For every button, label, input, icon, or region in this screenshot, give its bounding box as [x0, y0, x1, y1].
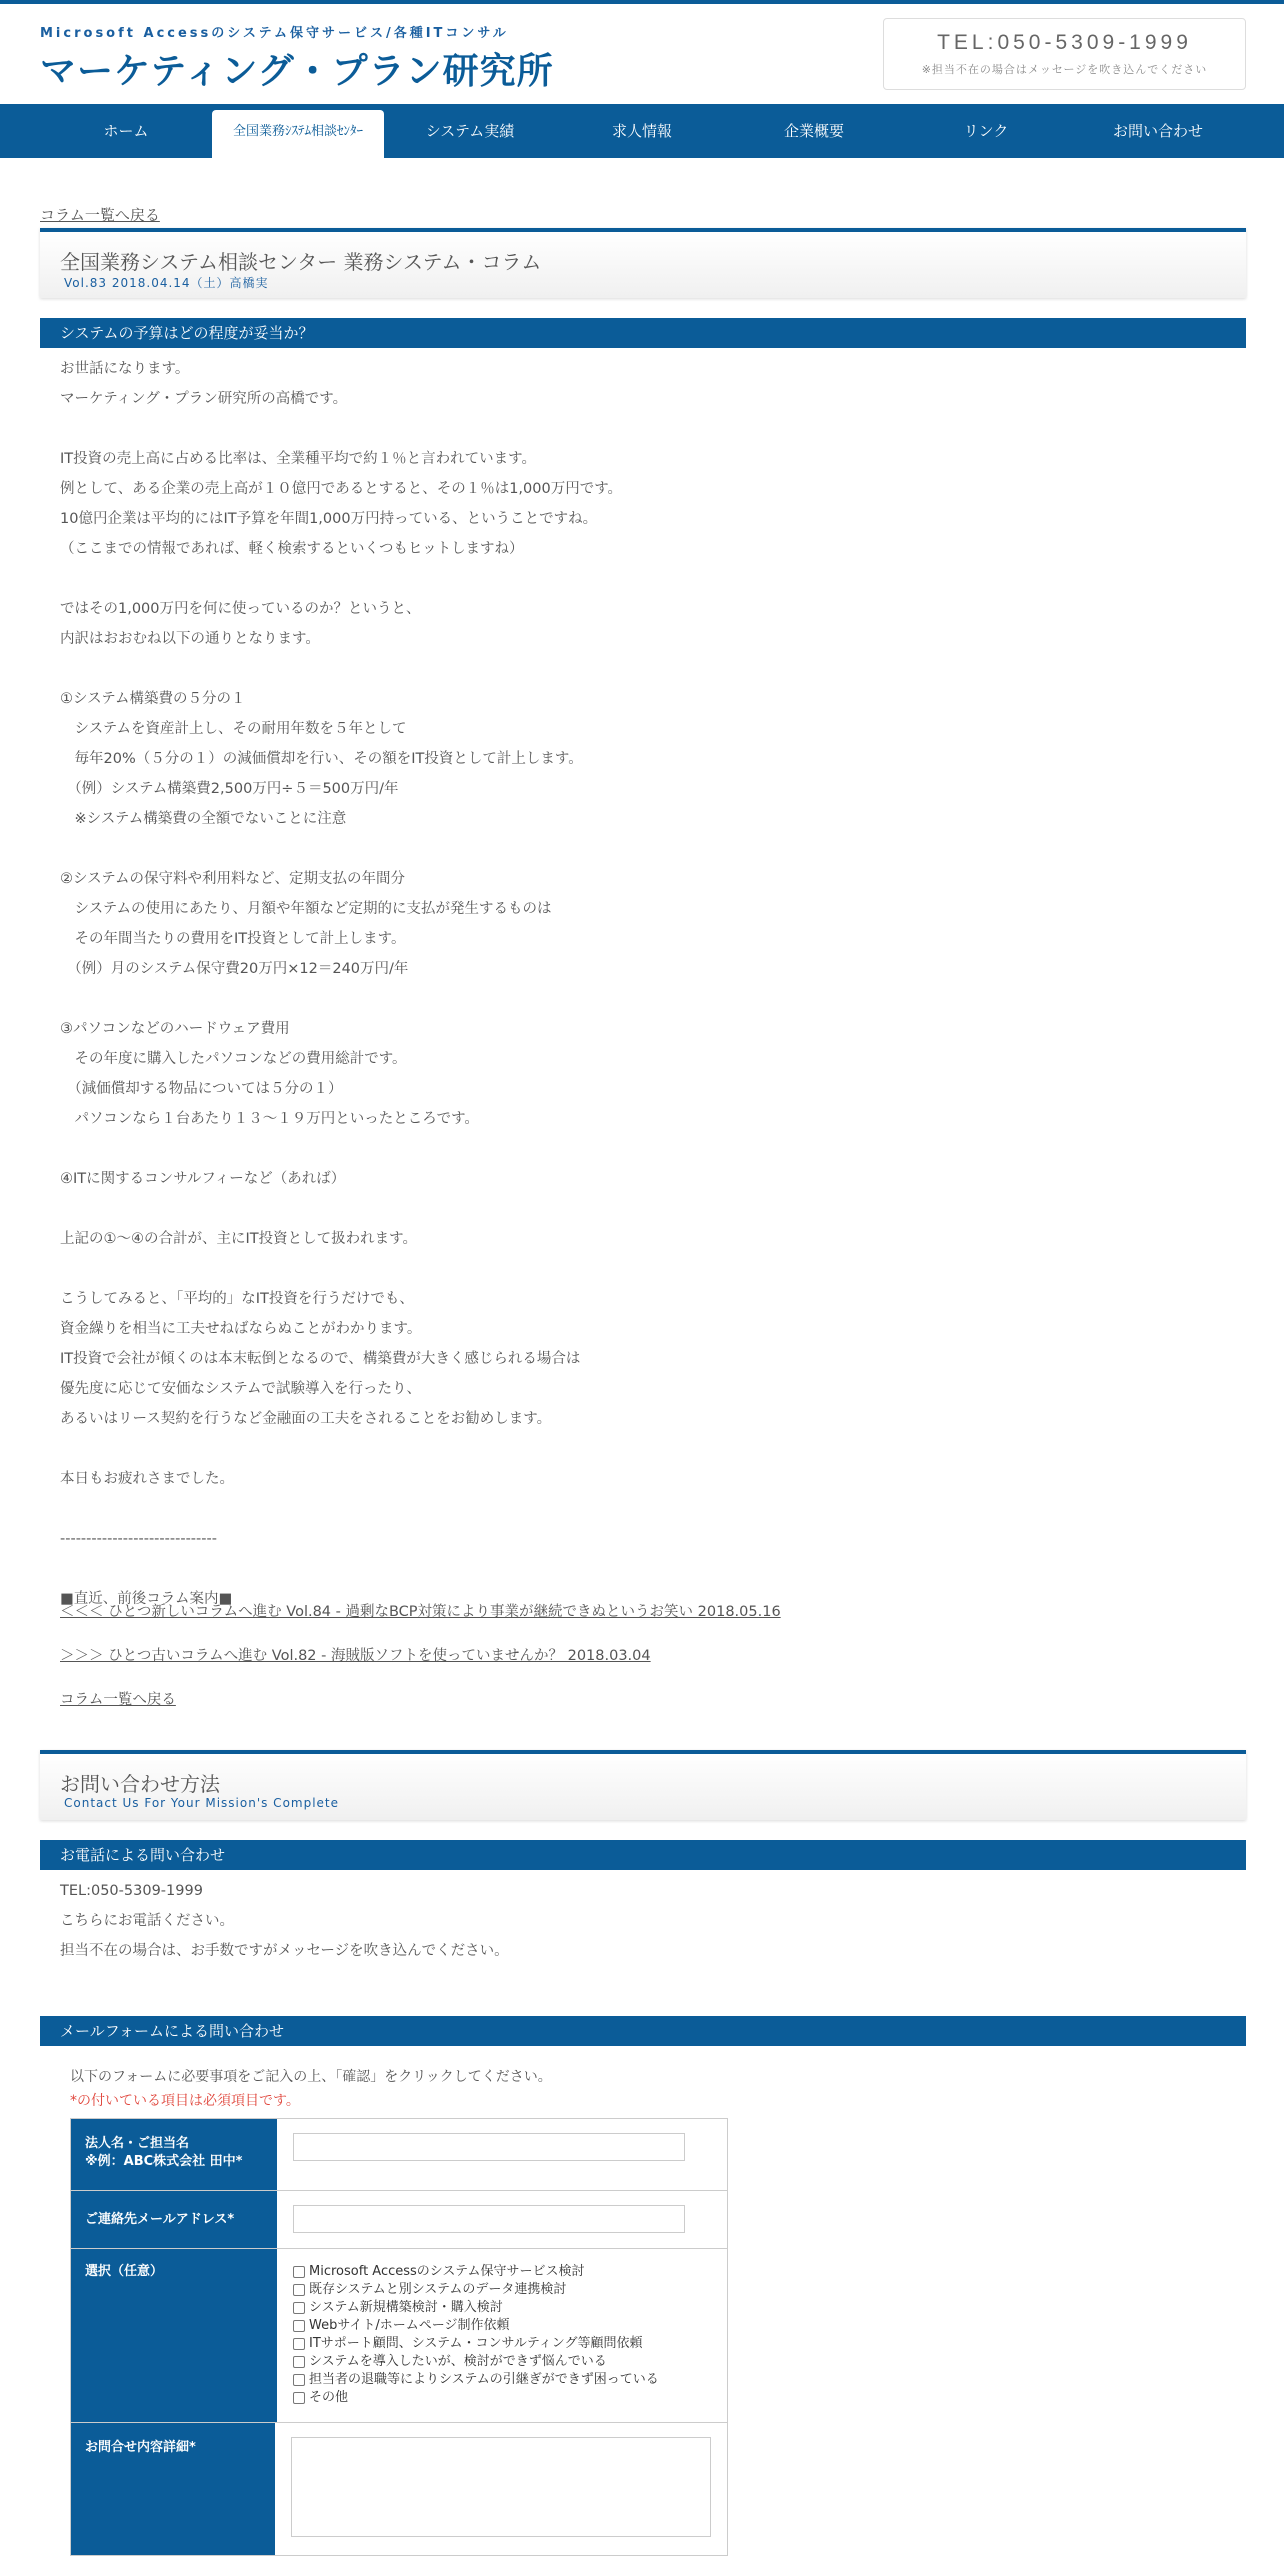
article-meta: Vol.83 2018.04.14（土）高橋実	[64, 276, 269, 290]
checkbox[interactable]	[293, 2392, 305, 2404]
article-line	[60, 654, 1220, 684]
select-label: 選択（任意）	[71, 2249, 277, 2422]
article-line: 毎年20%（５分の１）の減価償却を行い、その額をIT投資として計上します。	[60, 751, 583, 767]
option-label: 既存システムと別システムのデータ連携検討	[309, 2282, 567, 2297]
contact-subtitle: Contact Us For Your Mission's Complete	[64, 1796, 340, 1810]
article-line	[60, 1494, 1220, 1524]
article-line: 優先度に応じて安価なシステムで試験導入を行ったり、	[60, 1381, 422, 1397]
site-logo[interactable]	[40, 22, 554, 94]
article-line: あるいはリース契約を行うなど金融面の工夫をされることをお勧めします。	[60, 1411, 552, 1427]
name-input[interactable]	[293, 2133, 685, 2161]
phone-contact-heading: お電話による問い合わせ	[40, 1840, 1246, 1870]
article-line: IT投資で会社が傾くのは本末転倒となるので、構築費が大きく感じられる場合は	[60, 1351, 581, 1367]
article-line	[60, 1254, 1220, 1284]
logo-subtitle: Microsoft Accessのシステム保守サービス/各種ITコンサル	[40, 26, 509, 41]
checkbox[interactable]	[293, 2266, 305, 2278]
option-checkbox-row[interactable]	[293, 2389, 711, 2407]
article-line: ではその1,000万円を何に使っているのか？というと、	[60, 601, 421, 617]
phone-contact-body	[60, 1876, 1220, 1966]
article-line: システムを資産計上し、その耐用年数を５年として	[60, 721, 407, 737]
checkbox[interactable]	[293, 2356, 305, 2368]
article-line	[60, 1134, 1220, 1164]
detail-label: お問合せ内容詳細*	[71, 2423, 275, 2555]
required-note: *の付いている項目は必須項目です。	[70, 2093, 300, 2109]
article-line: その年間当たりの費用をIT投資として計上します。	[60, 931, 406, 947]
site-header	[0, 4, 1284, 104]
article-line	[60, 1194, 1220, 1224]
nav-item-contact[interactable]: お問い合わせ	[1112, 122, 1203, 140]
option-label: ITサポート顧問、システム・コンサルティング等顧問依頼	[309, 2336, 643, 2351]
article-line: ②システムの保守料や利用料など、定期支払の年間分	[60, 871, 406, 887]
article-line: 10億円企業は平均的にはIT予算を年間1,000万円持っている、ということですね。	[60, 511, 598, 527]
tel-note: ※担当不在の場合はメッセージを吹き込んでください	[921, 63, 1208, 76]
article-body	[60, 354, 1220, 1614]
mail-form	[70, 2118, 728, 2556]
article-line: 上記の①～④の合計が、主にIT投資として扱われます。	[60, 1231, 417, 1247]
form-row-detail	[71, 2423, 727, 2555]
back-to-columns-link[interactable]: コラム一覧へ戻る	[40, 206, 160, 224]
option-label: システムを導入したいが、検討ができず悩んでいる	[309, 2354, 607, 2369]
article-line: 内訳はおおむね以下の通りとなります。	[60, 631, 320, 647]
option-checkbox-row[interactable]	[293, 2317, 711, 2335]
nav-item-company[interactable]: 企業概要	[783, 122, 844, 140]
nav-item-home[interactable]: ホーム	[103, 122, 149, 140]
logo-title: マーケティング・プラン研究所	[40, 51, 554, 92]
checkbox[interactable]	[293, 2284, 305, 2296]
form-row-select	[71, 2249, 727, 2423]
option-checkbox-row[interactable]	[293, 2299, 711, 2317]
article-line: ※システム構築費の全額でないことに注意	[60, 811, 347, 827]
nav-item-system-results[interactable]: システム実績	[425, 122, 515, 140]
article-line: （例）月のシステム保守費20万円×12＝240万円/年	[60, 961, 409, 977]
article-line: （ここまでの情報であれば、軽く検索するといくつもヒットしますね）	[60, 541, 524, 557]
mail-form-intro	[70, 2066, 552, 2110]
article-line	[60, 834, 1220, 864]
option-label: Webサイト/ホームページ制作依頼	[309, 2318, 510, 2333]
checkbox[interactable]	[293, 2374, 305, 2386]
article-line: ④ITに関するコンサルフィーなど（あれば）	[60, 1171, 346, 1187]
article-heading: システムの予算はどの程度が妥当か？	[40, 318, 1246, 348]
option-checkbox-row[interactable]	[293, 2353, 711, 2371]
checkbox[interactable]	[293, 2320, 305, 2332]
option-label: Microsoft Accessのシステム保守サービス検討	[309, 2264, 585, 2279]
article-line: 本日もお疲れさまでした。	[60, 1471, 234, 1487]
contact-title-box	[40, 1750, 1246, 1820]
article-line: 資金繰りを相当に工夫せねばならぬことがわかります。	[60, 1321, 422, 1337]
article-line: （例）システム構築費2,500万円÷５＝500万円/年	[60, 781, 399, 797]
article-line: こうしてみると、「平均的」なIT投資を行うだけでも、	[60, 1291, 414, 1307]
back-to-columns-link-bottom[interactable]: コラム一覧へ戻る	[60, 1692, 176, 1708]
phone-line: TEL:050-5309-1999	[60, 1883, 203, 1899]
name-label-line1: 法人名・ご担当名	[85, 2136, 190, 2151]
article-line: その年度に購入したパソコンなどの費用総計です。	[60, 1051, 407, 1067]
prev-column-link[interactable]: ＞＞＞ ひとつ古いコラムへ進む Vol.82 - 海賊版ソフトを使っていませんか？ 2018.03.04	[60, 1648, 651, 1664]
name-label-line2: ※例：ABC株式会社 田中*	[85, 2154, 243, 2169]
name-label	[71, 2119, 277, 2190]
email-input[interactable]	[293, 2205, 685, 2233]
nav-item-consult-center[interactable]: 全国業務ｼｽﾃﾑ相談ｾﾝﾀｰ	[212, 110, 384, 158]
article-line	[60, 984, 1220, 1014]
mail-contact-heading: メールフォームによる問い合わせ	[40, 2016, 1246, 2046]
options-group	[277, 2249, 727, 2422]
article-line: ③パソコンなどのハードウェア費用	[60, 1021, 290, 1037]
checkbox[interactable]	[293, 2302, 305, 2314]
next-column-link[interactable]: ＜＜＜ ひとつ新しいコラムへ進む Vol.84 - 過剰なBCP対策により事業が継続できぬというお笑い 2018.05.16	[60, 1604, 781, 1620]
article-line: 例として、ある企業の売上高が１０億円であるとすると、その１％は1,000万円です。	[60, 481, 623, 497]
article-line: ------------------------------	[60, 1531, 217, 1547]
tel-number: TEL:050-5309-1999	[937, 31, 1192, 54]
article-line: IT投資の売上高に占める比率は、全業種平均で約１％と言われています。	[60, 451, 536, 467]
article-line: システムの使用にあたり、月額や年額など定期的に支払が発生するものは	[60, 901, 552, 917]
article-title-box	[40, 228, 1246, 298]
column-nav-links	[60, 1597, 1220, 1715]
phone-line: こちらにお電話ください。	[60, 1913, 234, 1929]
option-checkbox-row[interactable]	[293, 2335, 711, 2353]
form-row-name	[71, 2119, 727, 2191]
nav-item-links[interactable]: リンク	[963, 122, 1009, 140]
option-label: 担当者の退職等によりシステムの引継ぎができず困っている	[309, 2372, 659, 2387]
main-nav	[0, 104, 1284, 158]
article-line: パソコンなら１台あたり１３～１９万円といったところです。	[60, 1111, 479, 1127]
article-line: お世話になります。	[60, 361, 190, 377]
checkbox[interactable]	[293, 2338, 305, 2350]
option-checkbox-row[interactable]	[293, 2263, 711, 2281]
option-label: その他	[309, 2390, 349, 2405]
article-line	[60, 414, 1220, 444]
detail-textarea[interactable]	[291, 2437, 711, 2537]
email-label: ご連絡先メールアドレス*	[71, 2191, 277, 2248]
tel-box	[883, 18, 1246, 90]
option-checkbox-row[interactable]	[293, 2371, 711, 2389]
article-line: （減価償却する物品については５分の１）	[60, 1081, 343, 1097]
article-line: マーケティング・プラン研究所の高橋です。	[60, 391, 348, 407]
article-line	[60, 1434, 1220, 1464]
option-label: システム新規構築検討・購入検討	[309, 2300, 503, 2315]
mail-form-instructions: 以下のフォームに必要事項をご記入の上、「確認」をクリックしてください。	[70, 2069, 552, 2085]
nav-item-recruit[interactable]: 求人情報	[611, 122, 672, 140]
article-line: ■直近、前後コラム案内■	[60, 1591, 233, 1607]
contact-title: お問い合わせ方法	[60, 1772, 220, 1796]
option-checkbox-row[interactable]	[293, 2281, 711, 2299]
form-row-email	[71, 2191, 727, 2249]
article-line: ①システム構築費の５分の１	[60, 691, 246, 707]
phone-line: 担当不在の場合は、お手数ですがメッセージを吹き込んでください。	[60, 1943, 509, 1959]
article-title: 全国業務システム相談センター 業務システム・コラム	[60, 250, 542, 274]
article-line	[60, 1554, 1220, 1584]
article-line	[60, 564, 1220, 594]
